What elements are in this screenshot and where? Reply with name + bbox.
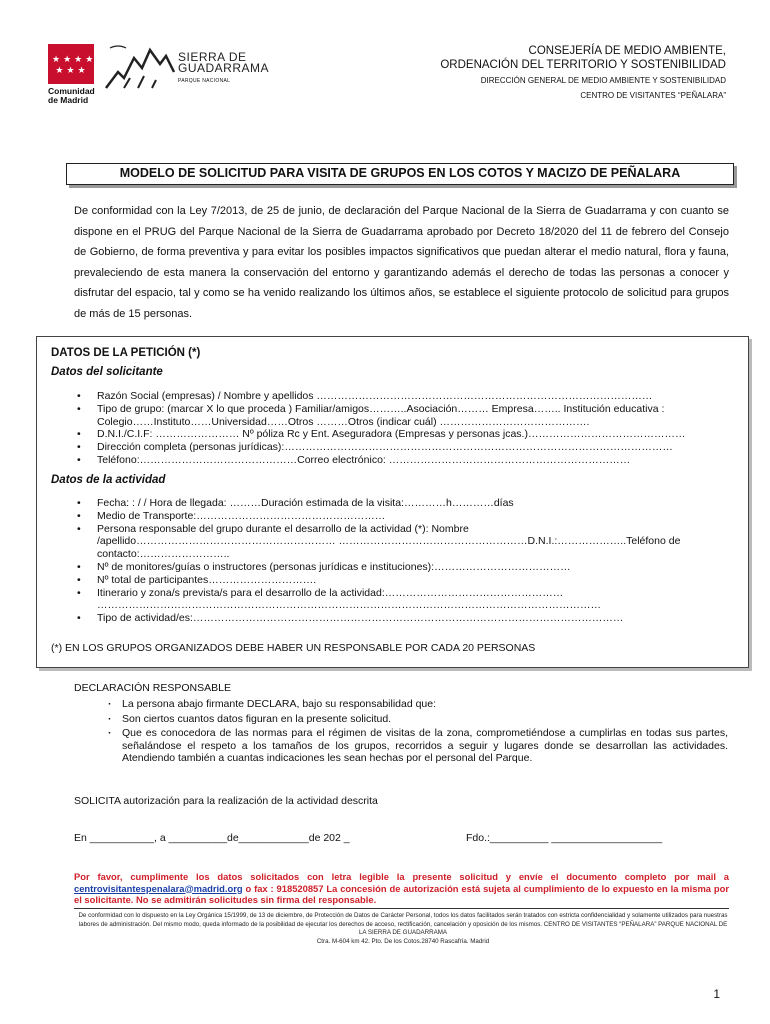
field-address[interactable]: • Dirección completa (personas jurídicas):…………………………………………………………………………………………………: [77, 441, 737, 454]
field-transport[interactable]: • Medio de Transporte:………………………………………………: [77, 510, 737, 523]
warning-part-2: o fax : 918520857 La concesión de autorización está sujeta al cumplimiento de lo expuesto en la misma por el solicitante. No se admitirán solicitudes sin firma del responsable.: [74, 882, 729, 905]
field-date[interactable]: • Fecha: : / / Hora de llegada: ………Duración estimada de la visita:…………h…………días: [77, 497, 737, 510]
park-logo-name: SIERRA DE GUADARRAMA: [178, 50, 270, 75]
petition-form: [36, 336, 749, 668]
submission-warning: [74, 871, 729, 906]
field-group-type[interactable]: • Tipo de grupo: (marcar X lo que proceda ) Familiar/amigos………..Asociación……… Empresa…….. Institución educativa :: [77, 403, 737, 416]
legal-text: De conformidad con lo dispuesto en la Ley Orgánica 15/1999, de 13 de diciembre, de Protección de Datos de Carácter Personal, todos los datos facilitados serán tratados con estricta confidencialidad y solamente utilizados para nuestras labores de administración. Del mismo modo, queda informado de la posibilidad de ejecutar los derechos de acceso, rectificación, cancelación y oposición de los mismos. CENTRO DE VISITANTES “PEÑALARA” PARQUE NACIONAL DE LA SIERRA DE GUADARRAMA: [78, 912, 728, 937]
petition-heading: DATOS DE LA PETICIÓN (*): [51, 347, 201, 359]
divider: [74, 908, 729, 909]
field-activity-type[interactable]: • Tipo de actividad/es:……………………………………………………………………………………………………………: [77, 612, 737, 625]
dept-line-1: CONSEJERÍA DE MEDIO AMBIENTE,: [528, 45, 726, 57]
activity-fields: [77, 497, 737, 625]
document-title: MODELO DE SOLICITUD PARA VISITA DE GRUPOS EN LOS COTOS Y MACIZO DE PEÑALARA: [66, 163, 734, 185]
declaration-list: [108, 698, 728, 767]
field-company-name[interactable]: • Razón Social (empresas) / Nombre y apellidos ……………………………………………………………………………………: [77, 390, 737, 403]
dept-line-2: ORDENACIÓN DEL TERRITORIO Y SOSTENIBILIDAD: [440, 59, 726, 71]
declaration-item: · La persona abajo firmante DECLARA, bajo su responsabilidad que:: [108, 698, 728, 711]
contact-email-link[interactable]: centrovisitantespenalara@madrid.org: [74, 882, 243, 894]
request-text: SOLICITA autorización para la realización de la actividad descrita: [74, 795, 378, 807]
dept-line-4: CENTRO DE VISITANTES “PEÑALARA”: [580, 91, 726, 100]
field-responsible-cont[interactable]: /apellido………………………………………………… ………………………………………………D.N.I.:………………..Teléfono de: [97, 535, 681, 548]
mountain-logo-icon: [104, 42, 176, 92]
place-date-field[interactable]: En ___________, a __________de____________de 202 _: [74, 832, 350, 844]
stars-icon: ★★★★ ★★★: [52, 54, 97, 75]
signature-field[interactable]: Fdo.:__________ ___________________: [466, 832, 663, 844]
responsible-note: (*) EN LOS GRUPOS ORGANIZADOS DEBE HABER UN RESPONSABLE POR CADA 20 PERSONAS: [51, 642, 536, 654]
intro-paragraph: De conformidad con la Ley 7/2013, de 25 de junio, de declaración del Parque Nacional de la Sierra de Guadarrama y con cuanto se dispone en el PRUG del Parque Nacional de la Sierra de Guadarrama aprobado por Decreto 18/2020 del 11 de febrero del Consejo de Gobierno, de forma preventiva y para evitar los posibles impactos significativos que puedan alterar el medio natural, flora y fauna, prevaleciendo de esta manera la conservación del entorno y garantizando además el derecho de todas las personas a conocer y disfrutar del espacio, tal y como se ha venido realizando los últimos años, se establece el siguiente protocolo de solicitud para grupos de más de 15 personas.: [74, 205, 729, 320]
page-number: 1: [713, 987, 720, 1001]
declaration-heading: DECLARACIÓN RESPONSABLE: [74, 682, 231, 694]
applicant-heading: Datos del solicitante: [51, 366, 163, 378]
legal-address: Ctra. M-604 km 42. Pto. De los Cotos.28740 Rascafría. Madrid: [316, 937, 490, 945]
field-itinerary[interactable]: • Itinerario y zona/s prevista/s para el desarrollo de la actividad:……………………………………………: [77, 587, 737, 600]
field-responsible[interactable]: • Persona responsable del grupo durante el desarrollo de la actividad (*): Nombre: [77, 523, 737, 536]
madrid-flag-icon: [48, 44, 97, 84]
warning-part-1: Por favor, cumplimente los datos solicitados con letra legible la presente solicitud y envíe el documento completo por mail a: [74, 871, 729, 882]
declaration-item: · Son ciertos cuantos datos figuran en la presente solicitud.: [108, 713, 728, 726]
park-logo: [104, 42, 270, 92]
field-itinerary-cont[interactable]: ………………………………………………………………………………………………………………………………: [97, 599, 601, 612]
field-phone[interactable]: • Teléfono:………………………………………Correo electrónico: ……………………………………………………………: [77, 454, 737, 467]
comunidad-madrid-logo: [48, 44, 100, 105]
community-logo-text: Comunidad de Madrid: [48, 86, 95, 105]
field-participants[interactable]: • Nº total de participantes………………………….: [77, 574, 737, 587]
dept-line-3: DIRECCIÓN GENERAL DE MEDIO AMBIENTE Y SOSTENIBILIDAD: [480, 76, 726, 85]
park-logo-sub: PARQUE NACIONAL: [178, 78, 231, 84]
legal-notice: [78, 912, 728, 946]
applicant-fields: [77, 390, 737, 467]
department-header: [440, 44, 726, 100]
field-contact[interactable]: contacto:……………………..: [97, 548, 230, 561]
declaration-item: · Que es conocedora de las normas para el régimen de visitas de la zona, comprometiéndose a cumplirlas en todas sus partes, señalándose el respeto a los tamaños de los grupos, recorridos a seguir y lugares donde se desarrollan las actividades. Atendiendo también a cuantas indicaciones les sean hechas por el personal del Parque.: [108, 727, 728, 765]
field-group-type-cont[interactable]: Colegio……Instituto……Universidad……Otros ………Otros (indicar cuál) …………………………………….: [97, 415, 590, 428]
field-monitors[interactable]: • Nº de monitores/guías o instructores (personas jurídicas e instituciones):…………………………………: [77, 561, 737, 574]
field-dni[interactable]: • D.N.I./C.I.F: …………………… Nº póliza Rc y Ent. Aseguradora (Empresas y personas jcas.)………………………………………: [77, 428, 737, 441]
activity-heading: Datos de la actividad: [51, 474, 166, 486]
